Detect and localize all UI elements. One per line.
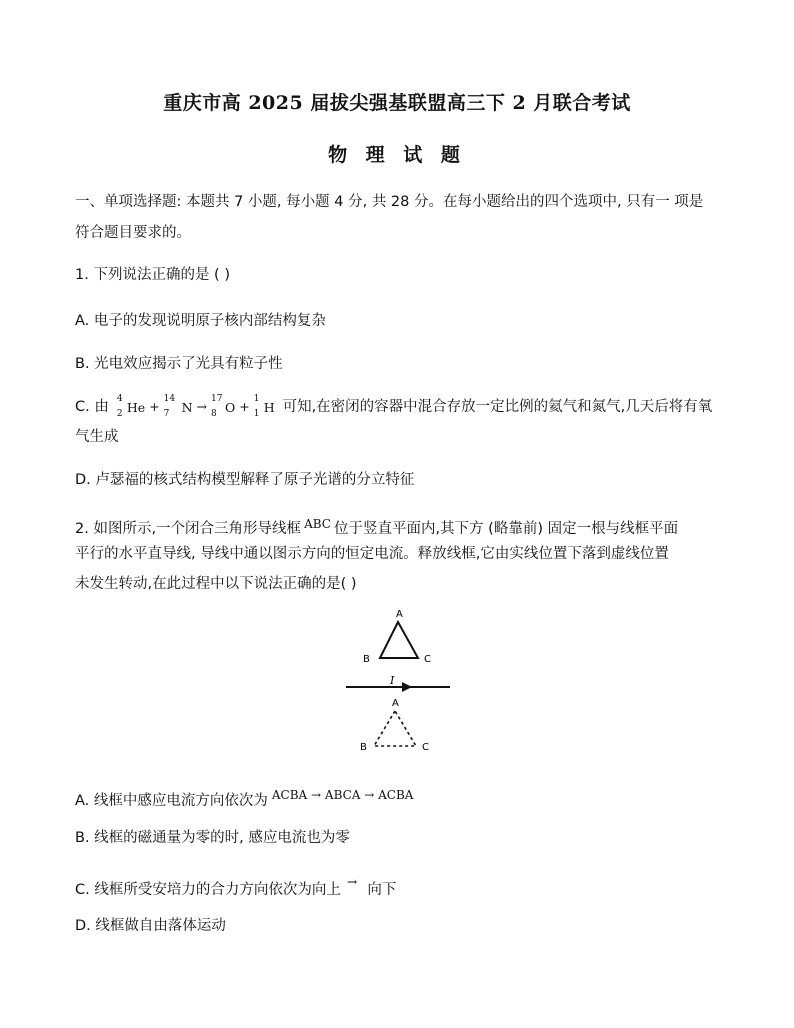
- q2-stem-line3: 未发生转动,在此过程中以下说法正确的是( ): [75, 576, 357, 592]
- fig-top-label-c: C: [424, 654, 431, 665]
- exam-subtitle: 物 理 试 题: [328, 144, 466, 166]
- nuclear-equation: [113, 393, 279, 419]
- current-label: I: [390, 674, 395, 687]
- q1-option-a: A. 电子的发现说明原子核内部结构复杂: [75, 313, 326, 329]
- q2-option-b: B. 线框的磁通量为零的时, 感应电流也为零: [75, 830, 350, 846]
- q2-option-c: [75, 872, 725, 900]
- hydrogen-nuclide: [253, 393, 275, 419]
- o-charge: 8: [210, 408, 217, 419]
- q1-option-c-suffix: 可知,在密闭的容器中混合存放一定比例的氦气和氮气,几天后将有氧: [282, 399, 713, 415]
- exam-title: 重庆市高 2025 届拔尖强基联盟高三下 2 月联合考试: [163, 92, 631, 114]
- nitrogen-nuclide: [163, 393, 193, 419]
- q1-option-c-line2: 气生成: [75, 429, 119, 445]
- h-mass: 1: [253, 393, 260, 404]
- q2-option-a: [75, 785, 725, 811]
- fig-bottom-label-a: A: [392, 698, 399, 709]
- dashed-triangle: [374, 711, 416, 746]
- q1-option-c-prefix: C. 由: [75, 399, 109, 415]
- helium-nuclide: [116, 393, 146, 419]
- n-mass: 14: [163, 393, 176, 404]
- plus-sign: +: [149, 399, 160, 414]
- n-symbol: N: [181, 399, 193, 415]
- section-intro-line2: 符合题目要求的。: [75, 225, 191, 241]
- fig-bottom-label-b: B: [360, 742, 367, 753]
- n-charge: 7: [163, 408, 170, 419]
- fig-bottom-label-c: C: [422, 742, 429, 753]
- oxygen-nuclide: [210, 393, 236, 419]
- solid-triangle: [380, 622, 418, 658]
- section-intro-line1: 一、单项选择题: 本题共 7 小题, 每小题 4 分, 共 28 分。在每小题给出的四个选项中, 只有一 项是: [75, 194, 704, 210]
- plus-sign-2: +: [239, 399, 250, 414]
- q2-current-sequence: ACBA → ABCA → ACBA: [271, 788, 414, 802]
- q2-option-c-prefix: C. 线框所受安培力的合力方向依次为向上: [75, 882, 341, 898]
- q2-stem-line2: 平行的水平直导线, 导线中通以图示方向的恒定电流。释放线框,它由实线位置下落到虚线位置: [75, 546, 669, 562]
- o-symbol: O: [224, 399, 236, 415]
- right-arrow-icon: →: [346, 874, 358, 889]
- q2-figure: [340, 600, 460, 760]
- reaction-arrow: →: [196, 399, 207, 414]
- q2-frame-label: ABC: [304, 517, 331, 531]
- h-symbol: H: [263, 399, 275, 415]
- q1-option-c: [75, 393, 725, 419]
- q1-stem: 1. 下列说法正确的是 ( ): [75, 267, 230, 283]
- o-mass: 17: [210, 393, 223, 404]
- current-arrow-icon: [402, 682, 412, 692]
- h-charge: 1: [253, 408, 260, 419]
- fig-top-label-a: A: [396, 609, 403, 620]
- q2-option-c-suffix: 向下: [367, 882, 397, 898]
- q1-option-d: D. 卢瑟福的核式结构模型解释了原子光谱的分立特征: [75, 472, 415, 488]
- he-symbol: He: [126, 399, 146, 415]
- q1-option-b: B. 光电效应揭示了光具有粒子性: [75, 356, 283, 372]
- q2-stem-part-a: 2. 如图所示,一个闭合三角形导线框: [75, 521, 302, 537]
- q2-option-a-prefix: A. 线框中感应电流方向依次为: [75, 793, 268, 809]
- fig-top-label-b: B: [363, 654, 370, 665]
- q2-stem-line1: [75, 514, 725, 539]
- he-mass: 4: [116, 393, 123, 404]
- q2-option-d: D. 线框做自由落体运动: [75, 918, 226, 934]
- q2-stem-part-b: 位于竖直平面内,其下方 (略靠前) 固定一根与线框平面: [333, 521, 679, 537]
- he-charge: 2: [116, 408, 123, 419]
